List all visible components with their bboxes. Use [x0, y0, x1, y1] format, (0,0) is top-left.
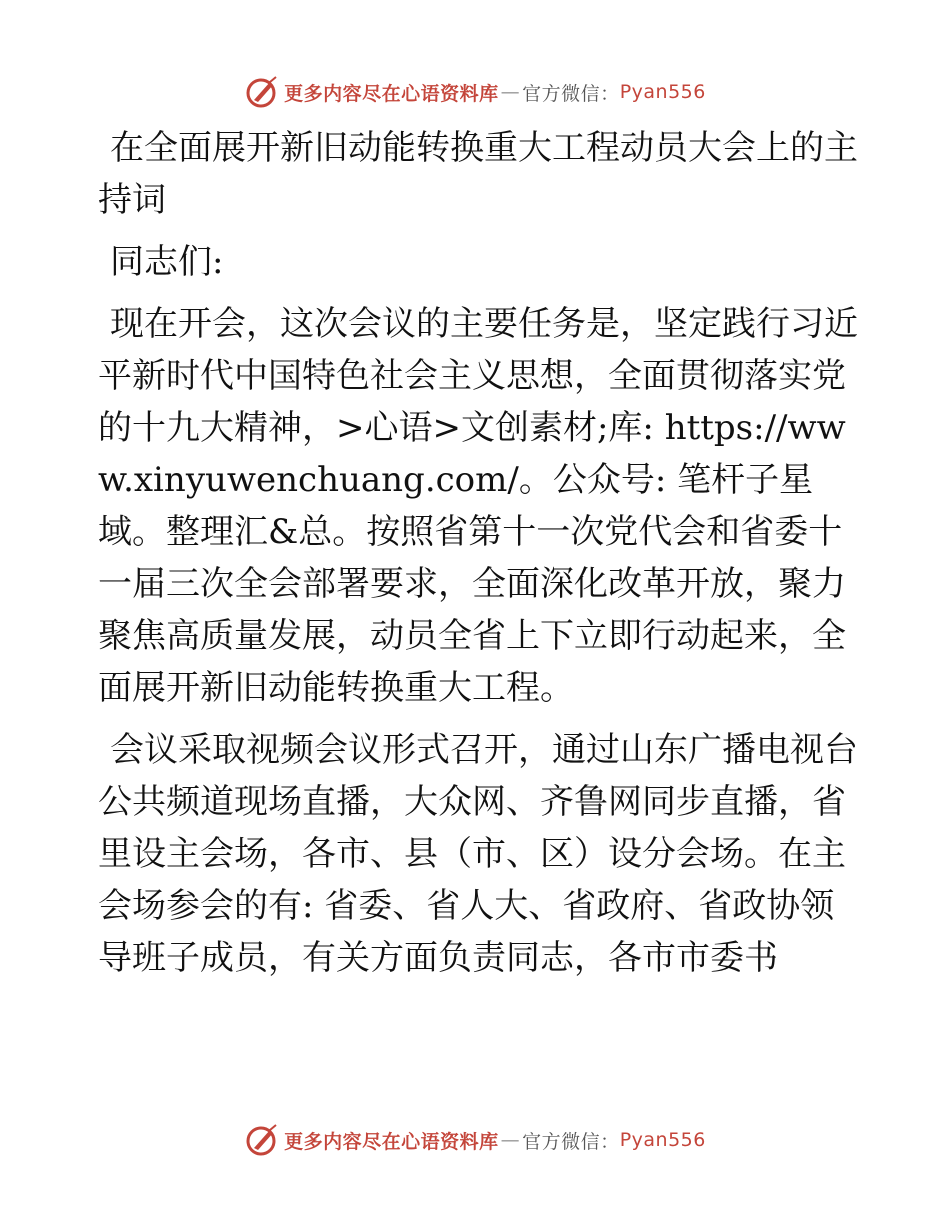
- banner-separator: —: [500, 81, 521, 103]
- footer-banner: [0, 1120, 950, 1160]
- paragraph-format: 会议采取视频会议形式召开，通过山东广播电视台公共频道现场直播，大众网、齐鲁网同步直播，省里设主会场，各市、县（市、区）设分会场。在主会场参会的有: 省委、省人大、省政府、省政协领导班子成员，有关方面负责同志，各市市委书: [98, 730, 858, 978]
- banner-wechat-label: 官方微信：: [522, 1130, 620, 1153]
- paragraph-greeting: 同志们:: [110, 242, 224, 282]
- quill-logo-icon: [244, 1122, 280, 1158]
- paragraph-opening: 现在开会，这次会议的主要任务是，坚定践行习近平新时代中国特色社会主义思想，全面贯彻落实党的十九大精神，>心语>文创素材;库: https://www.xinyuwenchuang.com/。公众号: 笔杆子星域。整理汇&总。按照省第十一次党代会和省委十一届三次全会部署要求，全面深化改革开放，聚力聚焦高质量发展，动员全省上下立即行动起来，全面展开新旧动能转换重大工程。: [98, 304, 858, 708]
- banner-separator: —: [500, 1129, 521, 1151]
- banner-brand: 更多内容尽在心语资料库: [284, 82, 499, 105]
- quill-logo-icon: [244, 74, 280, 110]
- banner-brand: 更多内容尽在心语资料库: [284, 1130, 499, 1153]
- document-title: 在全面展开新旧动能转换重大工程动员大会上的主持词: [98, 128, 858, 220]
- banner-account: Pyan556: [619, 81, 706, 103]
- header-banner: [0, 72, 950, 112]
- banner-wechat-label: 官方微信：: [522, 82, 620, 105]
- document-body: [98, 122, 858, 994]
- banner-account: Pyan556: [619, 1129, 706, 1151]
